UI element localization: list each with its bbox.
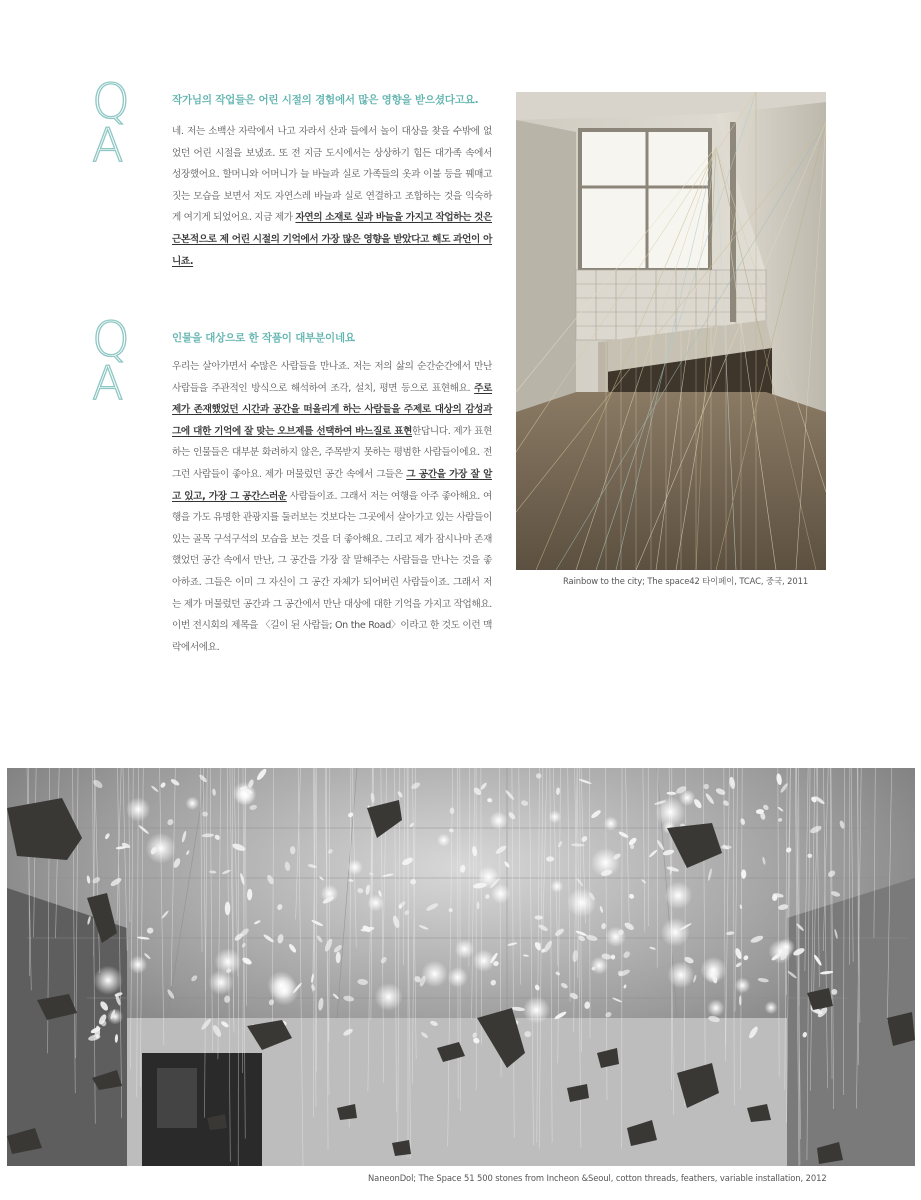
answer-2-emphasis-1: 주로 제가 존재했었던 시간과 공간을 떠올리게 하는 사람들을 주제로 대상의 감성과 그에 대한 기억에 잘 맞는 오브제를 선택하여 바느질로 표현 <box>172 382 492 437</box>
answer-2-text-3: 사람들이죠. 그래서 저는 여행을 아주 좋아해요. 여행을 가도 유명한 관광지를 둘러보는 것보다는 그곳에서 살아가고 있는 사람들이 있는 골목 구석구석의 모습을 보는 것을 더 좋아해요. 그리고 제가 잠시나마 존재했었던 공간 속에서 만난, 그 공간을 가장 잘 말해주는 사람들을 만나는 것을 좋아하죠. 그들은 이미 그 자신이 그 공간 자체가 되어버린 사람들이죠. 그래서 저는 제가 머물렀던 공간과 그 공간에서 만난 대상에 대한 기억을 가지고 작업해요. 이번 전시회의 제목을 〈길이 된 사람들; On the Road〉이라고 한 것도 이런 맥락에서에요. <box>172 490 492 653</box>
caption-bottom: NaneonDol; The Space 51 500 stones from Incheon &Seoul, cotton threads, feathers, variable installation, 2012 <box>368 1173 827 1183</box>
q-label-2: Q <box>92 312 130 368</box>
a-label-1: A <box>92 118 124 172</box>
answer-1 <box>172 121 492 272</box>
installation-photo-naneondol <box>7 768 915 1166</box>
answer-2-emphasis-2: 그 공간을 가장 잘 알고 있고, 가장 그 공간스러운 <box>172 468 492 502</box>
answer-2 <box>172 356 492 658</box>
answer-2-text-1: 우리는 살아가면서 수많은 사람들을 만나죠. 저는 저의 삶의 순간순간에서 만난 사람들을 주관적인 방식으로 해석하여 조각, 설치, 평면 등으로 표현해요. <box>172 361 492 394</box>
question-1: 작가님의 작업들은 어린 시절의 경험에서 많은 영향을 받으셨다고요. <box>172 94 479 106</box>
answer-1-emphasis: 자연의 소재로 실과 바늘을 가지고 작업하는 것은 근본적으로 제 어린 시절의 기억에서 가장 많은 영향을 받았다고 해도 과언이 아니죠. <box>172 212 492 267</box>
a-label-2: A <box>92 356 124 410</box>
installation-photo-rainbow <box>516 92 826 570</box>
answer-1-text: 네. 저는 소백산 자락에서 나고 자라서 산과 들에서 놀이 대상을 찾을 수밖에 없었던 어린 시절을 보냈죠. 또 전 지금 도시에서는 상상하기 힘든 대가족 속에서 성장했어요. 할머니와 어머니가 늘 바늘과 실로 가족들의 옷과 이불 등을 꿰매고 짓는 모습을 보면서 저도 자연스레 바늘과 실로 연결하고 조합하는 것을 익숙하게 여기게 되었어요. 지금 제가 <box>172 126 492 224</box>
answer-2-text-2: 한답니다. 제가 표현하는 인물들은 대부분 화려하지 않은, 주목받지 못하는 평범한 사람들이에요. 전 그런 사람들이 좋아요. 제가 머물렀던 공간 속에서 그들은 <box>172 425 492 480</box>
caption-top: Rainbow to the city; The space42 타이페이, TCAC, 중국, 2011 <box>563 576 809 586</box>
question-2: 인물을 대상으로 한 작품이 대부분이네요 <box>172 332 355 344</box>
q-label-1: Q <box>92 74 130 130</box>
